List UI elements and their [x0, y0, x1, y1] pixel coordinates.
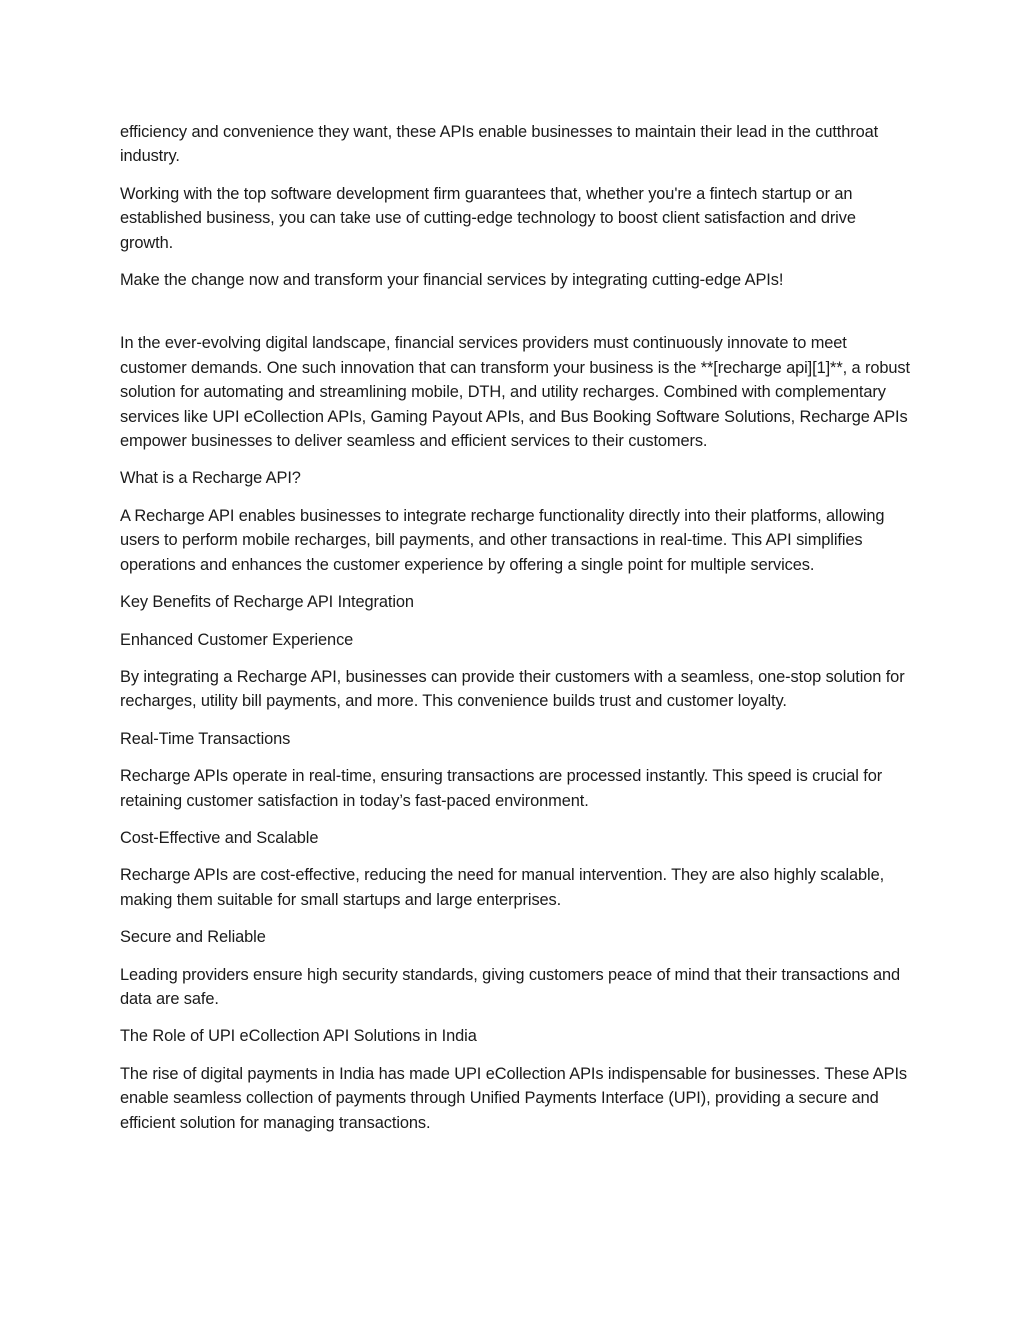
blank-line [120, 305, 910, 331]
paragraph-recharge-api-definition: A Recharge API enables businesses to integrate recharge functionality directly into their platforms, allowing users to perform mobile recharges, bill payments, and other transactions in real-time. This API simplifies operations and enhances the customer experience by offering a single point for multiple services. [120, 506, 885, 574]
heading-key-benefits: Key Benefits of Recharge API Integration [120, 593, 414, 612]
paragraph-efficiency: efficiency and convenience they want, these APIs enable businesses to maintain their lead in the cutthroat industry. [120, 123, 879, 166]
heading-enhanced-customer-experience: Enhanced Customer Experience [120, 630, 354, 649]
paragraph-intro: In the ever-evolving digital landscape, financial services providers must continuously innovate to meet customer demands. One such innovation that can transform your business is the **[recharge api][1]**, a robust solution for automating and streamlining mobile, DTH, and utility recharges. Combined with complementary services like UPI eCollection APIs, Gaming Payout APIs, and Bus Booking Software Solutions, Recharge APIs empower businesses to deliver seamless and efficient services to their customers. [120, 334, 910, 451]
heading-upi-ecollection: The Role of UPI eCollection API Solutions in India [120, 1027, 477, 1046]
document-page [120, 120, 910, 1148]
paragraph-real-time-transactions: Recharge APIs operate in real-time, ensuring transactions are processed instantly. This speed is crucial for retaining customer satisfaction in today’s fast-paced environment. [120, 767, 883, 810]
heading-secure-reliable: Secure and Reliable [120, 928, 266, 947]
paragraph-secure-reliable: Leading providers ensure high security standards, giving customers peace of mind that their transactions and data are safe. [120, 965, 901, 1008]
paragraph-software-firm: Working with the top software development firm guarantees that, whether you're a fintech startup or an established business, you can take use of cutting-edge technology to boost client satisfaction and drive growth. [120, 184, 856, 252]
paragraph-upi-ecollection: The rise of digital payments in India has made UPI eCollection APIs indispensable for businesses. These APIs enable seamless collection of payments through Unified Payments Interface (UPI), providing a secure and efficient solution for managing transactions. [120, 1064, 908, 1132]
heading-cost-effective: Cost-Effective and Scalable [120, 828, 319, 847]
heading-real-time-transactions: Real-Time Transactions [120, 729, 291, 748]
paragraph-enhanced-customer-experience: By integrating a Recharge API, businesses can provide their customers with a seamless, one-stop solution for recharges, utility bill payments, and more. This convenience builds trust and customer loyalty. [120, 667, 905, 711]
paragraph-cost-effective: Recharge APIs are cost-effective, reducing the need for manual intervention. They are also highly scalable, making them suitable for small startups and large enterprises. [120, 866, 885, 909]
paragraph-make-the-change: Make the change now and transform your financial services by integrating cutting-edge APIs! [120, 271, 784, 290]
heading-what-is-recharge-api: What is a Recharge API? [120, 469, 301, 488]
